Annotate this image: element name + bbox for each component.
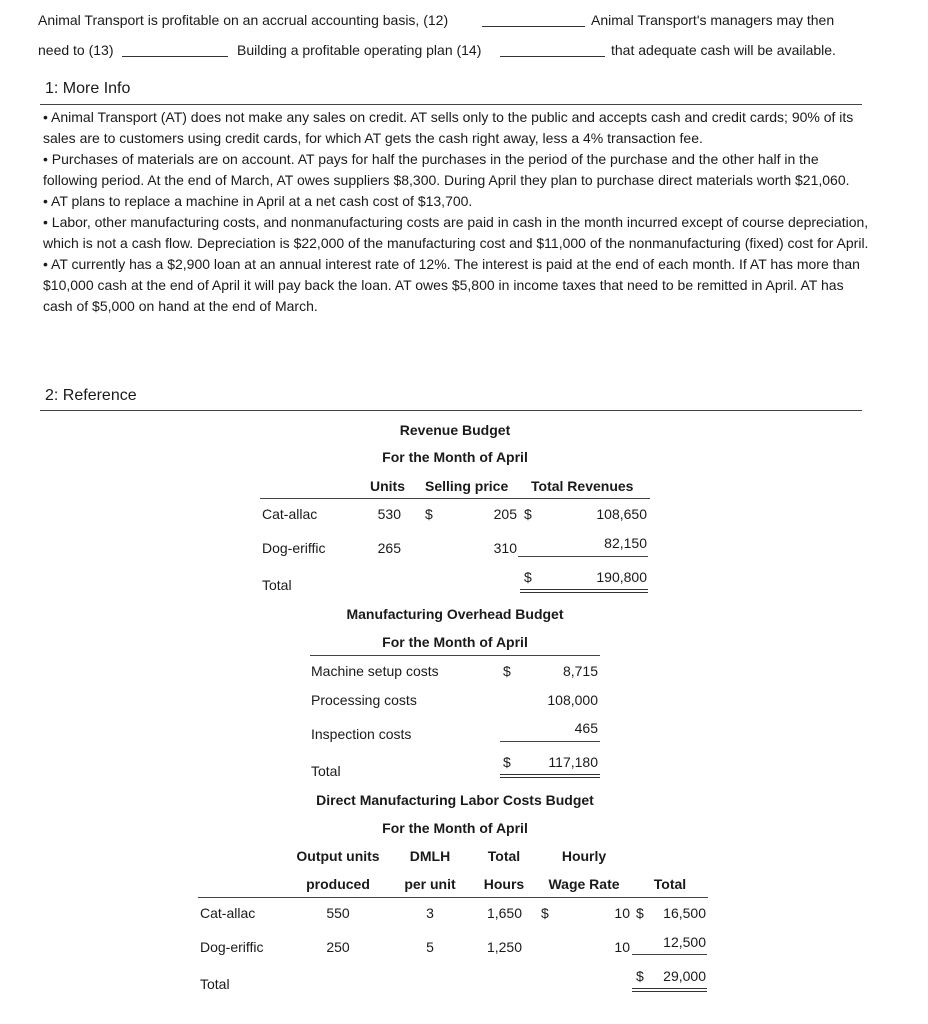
more-info-heading: 1: More Info	[45, 80, 131, 97]
col-total-hours: Total	[487, 848, 521, 864]
total-value: 82,150	[604, 535, 647, 551]
dmlh-value: 5	[426, 939, 434, 955]
double-rule	[520, 589, 648, 593]
col-wage-rate: Wage Rate	[548, 876, 620, 892]
total-value: 12,500	[663, 934, 706, 950]
hours-value: 1,650	[486, 905, 522, 921]
dollar-sign: $	[636, 968, 644, 984]
col-hours: Hours	[483, 876, 525, 892]
divider	[40, 104, 862, 105]
labor-subtitle: For the Month of April	[382, 820, 528, 836]
overhead-value: 8,715	[562, 663, 598, 679]
overhead-title: Manufacturing Overhead Budget	[346, 606, 564, 622]
total-label: Total	[311, 763, 341, 779]
units-value: 550	[326, 905, 350, 921]
revenue-subtitle: For the Month of April	[382, 449, 528, 465]
reference-heading: 2: Reference	[45, 387, 137, 404]
question-text-3: need to (13)	[38, 42, 114, 58]
double-rule	[500, 774, 600, 778]
header-rule	[198, 897, 708, 898]
col-units: Units	[370, 478, 405, 494]
total-value: 16,500	[663, 905, 706, 921]
rate-value: 10	[614, 905, 630, 921]
col-output-units: Output units	[296, 848, 380, 864]
dollar-sign: $	[503, 663, 511, 679]
info-bullet: • AT currently has a $2,900 loan at an annual interest rate of 12%. The interest is paid at the end of each month. If AT has more than $10,000 cash at the end of April it will pay back the loan. AT owes $5,800 in income taxes that need to be remitted in April. AT has cash of $5,000 on hand at the end of March.	[43, 256, 860, 314]
price-value: 310	[493, 540, 517, 556]
info-bullet: • Labor, other manufacturing costs, and nonmanufacturing costs are paid in cash in the month incurred except of course depreciation, which is not a cash flow. Depreciation is $22,000 of the manufacturing cost and $11,000 of the nonmanufacturing (fixed) cost for April.	[43, 214, 869, 251]
question-text-1: Animal Transport is profitable on an accrual accounting basis, (12)	[38, 12, 449, 28]
dmlh-value: 3	[426, 905, 434, 921]
row-label: Cat-allac	[200, 905, 256, 921]
col-dmlh: DMLH	[409, 848, 451, 864]
row-label: Processing costs	[311, 692, 417, 708]
info-bullet: • Purchases of materials are on account. AT pays for half the purchases in the period of the purchase and the other half in the following period. At the end of March, AT owes suppliers $8,300. During April they plan to purchase direct materials worth $21,060.	[43, 151, 850, 188]
answer-blank-13[interactable]	[122, 56, 228, 57]
grand-total-value: 117,180	[548, 754, 598, 770]
info-bullet: • Animal Transport (AT) does not make any sales on credit. AT sells only to the public and accepts cash and credit cards; 90% of its sales are to customers using credit cards, for which AT gets the cash right away, less a 4% transaction fee.	[43, 109, 854, 146]
dollar-sign: $	[524, 506, 532, 522]
header-rule	[310, 655, 600, 656]
price-value: 205	[493, 506, 517, 522]
revenue-title: Revenue Budget	[399, 422, 511, 438]
row-label: Dog-eriffic	[200, 939, 264, 955]
hours-value: 1,250	[486, 939, 522, 955]
col-hourly: Hourly	[561, 848, 607, 864]
grand-total-value: 29,000	[663, 968, 706, 984]
col-total: Total	[653, 876, 687, 892]
dollar-sign: $	[425, 506, 433, 522]
subtotal-rule	[518, 556, 648, 557]
question-text-5: that adequate cash will be available.	[611, 42, 836, 58]
divider	[40, 410, 862, 411]
col-selling-price: Selling price	[425, 478, 509, 494]
col-per-unit: per unit	[404, 876, 456, 892]
overhead-subtitle: For the Month of April	[382, 634, 528, 650]
more-info-list	[43, 107, 873, 317]
overhead-value: 108,000	[547, 692, 598, 708]
row-label: Inspection costs	[311, 726, 412, 742]
question-text-2: Animal Transport's managers may then	[591, 12, 835, 28]
grand-total-value: 190,800	[596, 569, 647, 585]
answer-blank-14[interactable]	[500, 56, 605, 57]
col-produced: produced	[306, 876, 370, 892]
info-bullet: • AT plans to replace a machine in April at a net cash cost of $13,700.	[43, 193, 473, 209]
header-rule	[260, 498, 650, 499]
units-value: 530	[377, 506, 401, 522]
answer-blank-12[interactable]	[482, 26, 585, 27]
question-text-4: Building a profitable operating plan (14)	[237, 42, 482, 58]
row-label: Dog-eriffic	[262, 540, 326, 556]
dollar-sign: $	[503, 754, 511, 770]
units-value: 265	[377, 540, 401, 556]
subtotal-rule	[500, 741, 600, 742]
col-total-revenues: Total Revenues	[531, 478, 634, 494]
total-label: Total	[262, 577, 292, 593]
labor-title: Direct Manufacturing Labor Costs Budget	[316, 792, 594, 808]
overhead-value: 465	[574, 720, 598, 736]
rate-value: 10	[614, 939, 630, 955]
dollar-sign: $	[541, 905, 549, 921]
row-label: Cat-allac	[262, 506, 318, 522]
total-label: Total	[200, 976, 230, 992]
total-value: 108,650	[596, 506, 647, 522]
dollar-sign: $	[524, 569, 532, 585]
units-value: 250	[326, 939, 350, 955]
subtotal-rule	[632, 954, 707, 955]
dollar-sign: $	[636, 905, 644, 921]
row-label: Machine setup costs	[311, 663, 439, 679]
double-rule	[632, 988, 707, 992]
